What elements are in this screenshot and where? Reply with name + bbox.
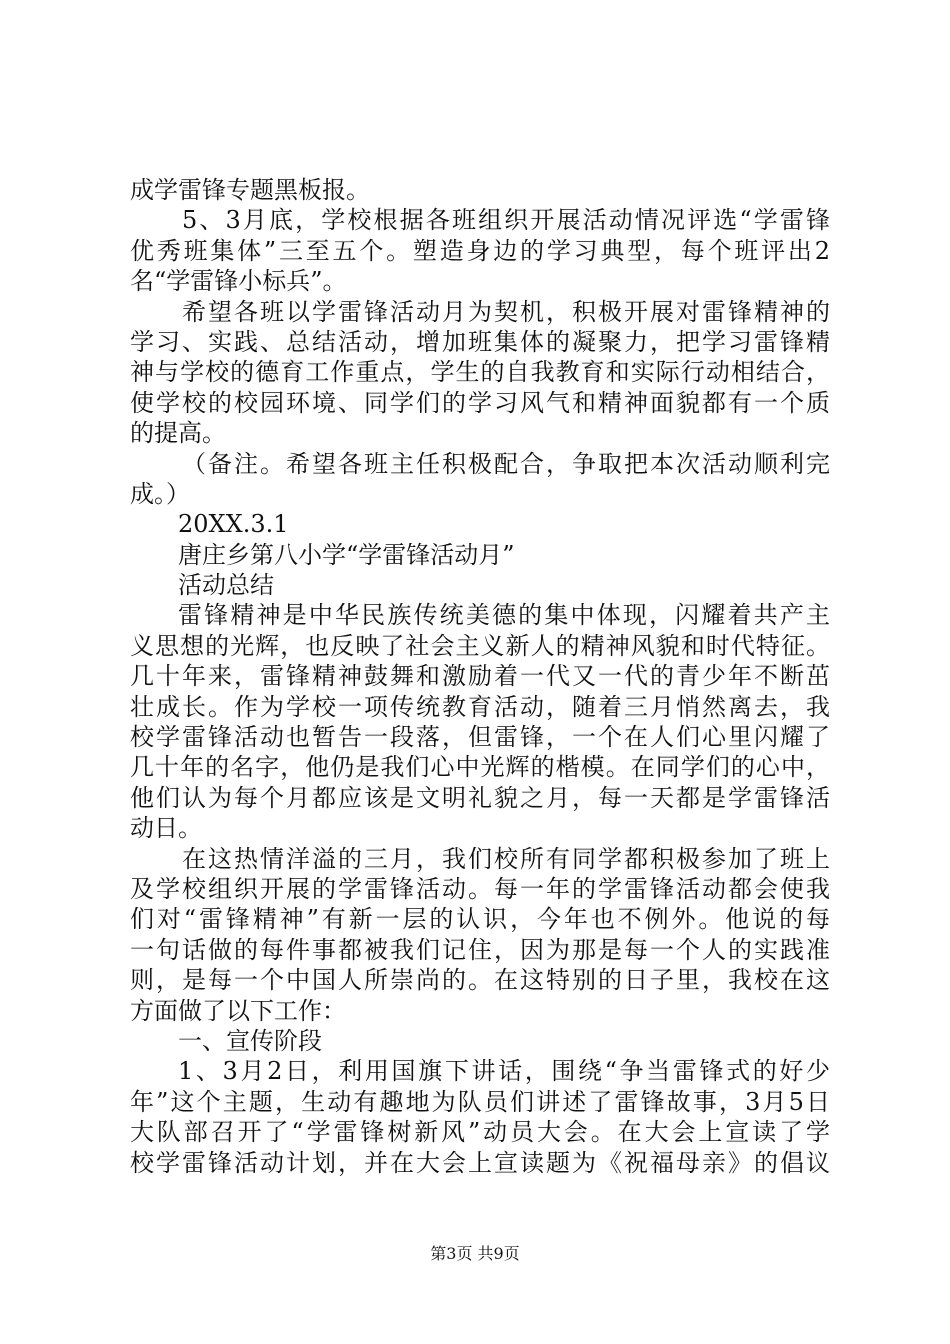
text-line: 几十年的名字，他仍是我们心中光辉的楷模。在同学们的心中，	[130, 753, 830, 782]
text-line: 方面做了以下工作：	[130, 996, 346, 1025]
text-line: 他们认为每个月都应该是文明礼貌之月，每一天都是学雷锋活	[130, 783, 830, 812]
section-title: 唐庄乡第八小学“学雷锋活动月”	[178, 540, 515, 569]
text-line: 1、3月2日，利用国旗下讲话，围绕“争当雷锋式的好少	[178, 1057, 830, 1086]
section-heading: 一、宣传阶段	[178, 1026, 322, 1055]
text-line: 几十年来，雷锋精神鼓舞和激励着一代又一代的青少年不断茁	[130, 662, 830, 691]
text-line: 神与学校的德育工作重点，学生的自我教育和实际行动相结合，	[130, 358, 830, 387]
text-line: 5、3月底，学校根据各班组织开展活动情况评选“学雷锋	[182, 206, 830, 235]
text-line: 学习、实践、总结活动，增加班集体的凝聚力，把学习雷锋精	[130, 327, 830, 356]
text-line: 动日。	[130, 814, 202, 843]
text-line: 义思想的光辉，也反映了社会主义新人的精神风貌和时代特征。	[130, 631, 830, 660]
text-line: 校学雷锋活动也暂告一段落，但雷锋，一个在人们心里闪耀了	[130, 723, 830, 752]
text-line: 一句话做的每件事都被我们记住，因为那是每一个人的实践准	[130, 935, 830, 964]
text-line: 们对“雷锋精神”有新一层的认识，今年也不例外。他说的每	[130, 905, 830, 934]
text-line: 的提高。	[130, 419, 226, 448]
text-line: 在这热情洋溢的三月，我们校所有同学都积极参加了班上	[182, 844, 830, 873]
text-line: 及学校组织开展的学雷锋活动。每一年的学雷锋活动都会使我	[130, 874, 830, 903]
text-line: 大队部召开了“学雷锋树新风”动员大会。在大会上宣读了学	[130, 1118, 830, 1147]
text-line: 则，是每一个中国人所崇尚的。在这特别的日子里，我校在这	[130, 966, 830, 995]
text-line: 校学雷锋活动计划，并在大会上宣读题为《祝福母亲》的倡议	[130, 1148, 830, 1177]
text-line: 优秀班集体”三至五个。塑造身边的学习典型，每个班评出2	[130, 236, 830, 265]
text-line: 年”这个主题，生动有趣地为队员们讲述了雷锋故事，3月5日	[130, 1087, 830, 1116]
text-line: 成。）	[130, 479, 190, 508]
body-text	[130, 175, 830, 1178]
text-line: 成学雷锋专题黑板报。	[130, 176, 370, 204]
page-number-footer: 第3页 共9页	[430, 1244, 520, 1263]
text-line: 名“学雷锋小标兵”。	[130, 267, 347, 296]
date-line: 20XX.3.1	[178, 510, 289, 539]
text-line: （备注。希望各班主任积极配合，争取把本次活动顺利完	[182, 449, 830, 478]
text-line: 雷锋精神是中华民族传统美德的集中体现，闪耀着共产主	[178, 601, 830, 630]
text-line: 使学校的校园环境、同学们的学习风气和精神面貌都有一个质	[130, 388, 830, 417]
text-line: 希望各班以学雷锋活动月为契机，积极开展对雷锋精神的	[182, 297, 830, 326]
text-line: 壮成长。作为学校一项传统教育活动，随着三月悄然离去，我	[130, 692, 830, 721]
section-subtitle: 活动总结	[178, 571, 274, 600]
